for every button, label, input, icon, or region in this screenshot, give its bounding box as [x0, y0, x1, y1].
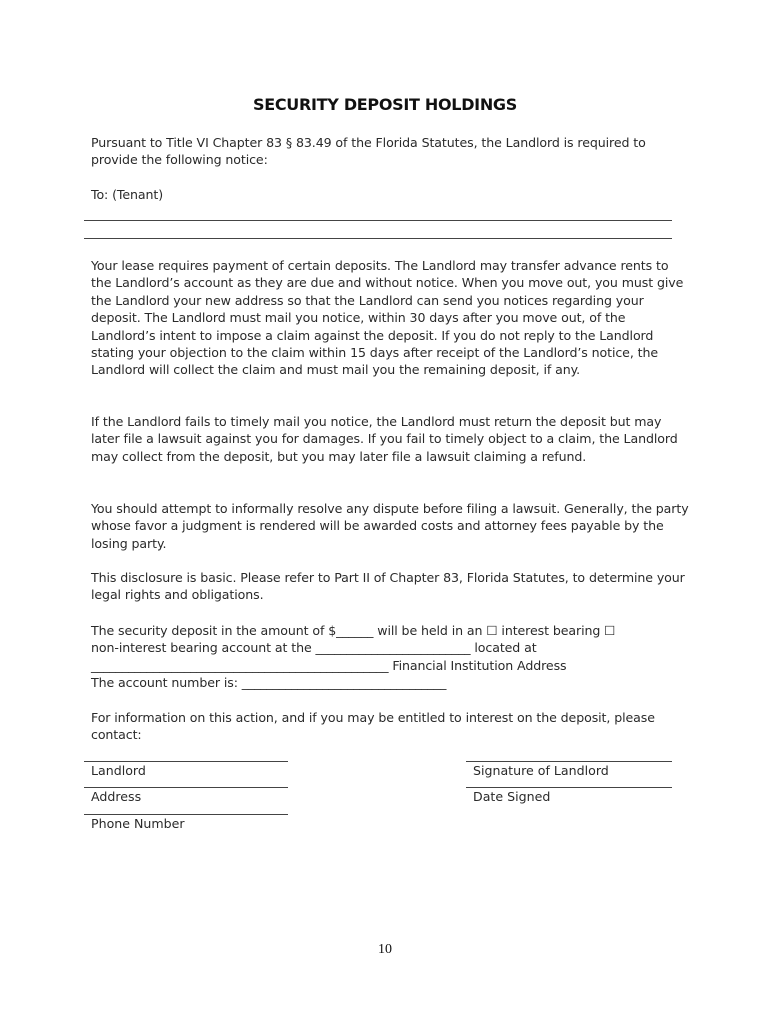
page-number: 10 [378, 942, 392, 957]
non-interest-bearing-checkbox[interactable]: ☐ [604, 623, 616, 638]
contact-paragraph: For information on this action, and if you may be entitled to interest on the deposit, please contact: [91, 710, 655, 743]
landlord-label: Landlord [91, 763, 146, 778]
tenant-name-line [84, 220, 672, 221]
dispute-paragraph: You should attempt to informally resolve any dispute before filing a lawsuit. Generally, the party whose favor a judgment is rendered will be awarded costs and attorney fees payable by the losing party. [91, 501, 689, 551]
intro-paragraph: Pursuant to Title VI Chapter 83 § 83.49 of the Florida Statutes, the Landlord is required to provide the following notice: [91, 135, 646, 168]
page-title: SECURITY DEPOSIT HOLDINGS [252, 95, 517, 114]
disclosure-paragraph: This disclosure is basic. Please refer to Part II of Chapter 83, Florida Statutes, to determine your legal rights and obligations. [91, 570, 685, 603]
deposit-amount-line: The security deposit in the amount of $______ will be held in an ☐ interest bearing ☐ [91, 623, 616, 638]
phone-number-label: Phone Number [91, 816, 185, 831]
address-label: Address [91, 789, 142, 804]
landlord-failure-paragraph: If the Landlord fails to timely mail you notice, the Landlord must return the deposit but may later file a lawsuit against you for damages. If you fail to timely object to a claim, the Landlord may collect from the deposit, but you may later file a lawsuit claiming a refund. [91, 414, 678, 464]
tenant-address-line [84, 238, 672, 239]
interest-bearing-checkbox[interactable]: ☐ [486, 623, 498, 638]
date-signed-label: Date Signed [473, 789, 551, 804]
deposit-notice-paragraph: Your lease requires payment of certain deposits. The Landlord may transfer advance rents to the Landlord’s account as they are due and without notice. When you move out, you must give the Landlord your new address so that the Landlord can send you notices regarding your deposit. The Landlord must mail you notice, within 30 days after you move out, of the Landlord’s intent to impose a claim against the deposit. If you do not reply to the Landlord stating your objection to the claim within 15 days after receipt of the Landlord’s notice, the Landlord will collect the claim and must mail you the remaining deposit, if any. [91, 258, 684, 378]
to-tenant-label: To: (Tenant) [91, 187, 164, 202]
account-location-line: non-interest bearing account at the _________________________ located at [91, 640, 537, 656]
signature-of-landlord-label: Signature of Landlord [473, 763, 609, 778]
account-number-line: The account number is: _________________________________ [91, 675, 447, 691]
deposit-details-block [91, 622, 691, 692]
institution-address-line: ________________________________________________ Financial Institution Address [91, 657, 567, 673]
